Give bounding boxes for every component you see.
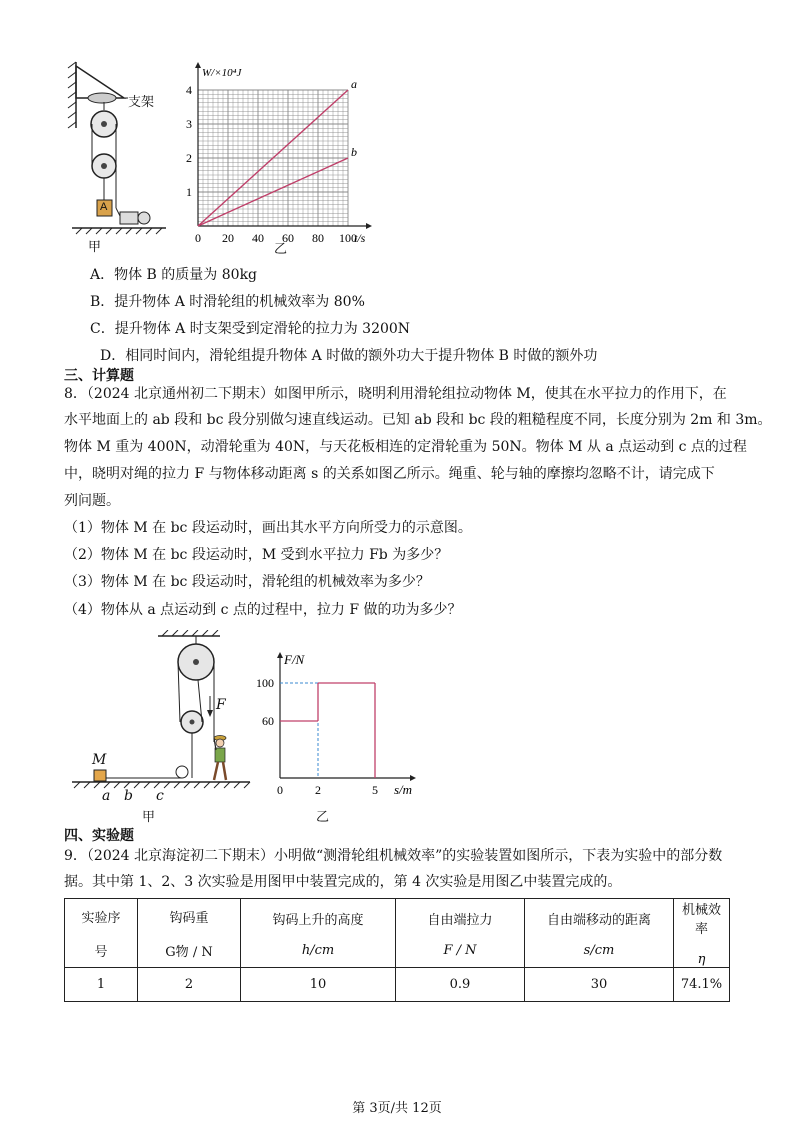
y-axis-label: W/×10⁴J [202, 67, 242, 79]
person-icon [214, 736, 226, 781]
q8-line-2: 水平地面上的 ab 段和 bc 段分别做匀速直线运动。已知 ab 段和 bc 段的粗糙程度不同，长度分别为 2m 和 3m。 [64, 412, 772, 428]
x-tick-label: 2 [315, 783, 321, 797]
header-cell: 钩码上升的高度 h/cm [241, 899, 396, 968]
x-axis-label: t/s [354, 231, 366, 245]
y-axis-label: F/N [284, 652, 305, 667]
x-tick-label: 40 [252, 231, 264, 245]
box-a-label: A [100, 201, 108, 213]
x-tick-label: 5 [372, 783, 378, 797]
section-title-experiment: 四、实验题 [64, 828, 134, 844]
option-d: D．相同时间内，滑轮组提升物体 A 时做的额外功大于提升物体 B 时做的额外功 [100, 348, 598, 364]
x-axis-arrow [410, 775, 416, 781]
pulley-apparatus-figure-1 [66, 58, 176, 248]
table-cell: 2 [138, 968, 241, 1002]
header-cell: 实验序 号 [65, 899, 138, 968]
header-cell: 机械效率 η [674, 899, 730, 968]
y-axis-arrow [277, 652, 283, 658]
figure-caption-jia-2: 甲 [142, 810, 156, 825]
q8-line-5: 列问题。 [64, 493, 120, 509]
q8-line-4: 中，晓明对绳的拉力 F 与物体移动距离 s 的关系如图乙所示。绳重、轮与轴的摩擦均忽略不计，请完成下 [64, 466, 715, 482]
chart1-caption: 乙 [274, 241, 288, 256]
q9-line-1: 9．（2024 北京海淀初二下期末）小明做“测滑轮组机械效率”的实验装置如图所示，下表为实验中的部分数 [64, 848, 723, 864]
point-a-label: a [102, 788, 111, 804]
q8-sub-4: （4）物体从 a 点运动到 c 点的过程中，拉力 F 做的功为多少？ [64, 602, 462, 618]
point-b-label: b [124, 788, 133, 804]
y-tick-label: 60 [262, 714, 274, 728]
header-cell: 钩码重 G物 / N [138, 899, 241, 968]
y-axis-arrow [195, 62, 201, 68]
option-b: B．提升物体 A 时滑轮组的机械效率为 80% [90, 294, 365, 310]
q8-line-1: 8．（2024 北京通州初二下期末）如图甲所示，晓明利用滑轮组拉动物体 M，使其在水平拉力的作用下，在 [64, 386, 727, 402]
x-tick-label: 20 [222, 231, 234, 245]
table-header-row [65, 899, 730, 968]
table-row [65, 968, 730, 1002]
x-axis-arrow [366, 223, 372, 229]
option-c: C．提升物体 A 时支架受到定滑轮的拉力为 3200N [90, 321, 411, 337]
option-a: A．物体 B 的质量为 80kg [90, 267, 258, 283]
table-cell: 30 [525, 968, 674, 1002]
table-cell: 74.1% [674, 968, 730, 1002]
x-tick-label: 60 [282, 231, 294, 245]
q8-sub-3: （3）物体 M 在 bc 段运动时，滑轮组的机械效率为多少？ [64, 574, 430, 590]
support-label: 支架 [128, 94, 155, 109]
x-tick-label: 80 [312, 231, 324, 245]
figure-caption-jia-1: 甲 [88, 239, 102, 254]
y-tick-label: 100 [256, 676, 274, 690]
y-tick-label: 2 [186, 151, 192, 165]
q8-sub-2: （2）物体 M 在 bc 段运动时，M 受到水平拉力 Fb 为多少？ [64, 547, 449, 563]
header-cell: 自由端拉力 F / N [396, 899, 525, 968]
page-footer: 第 3页/共 12页 [352, 1101, 442, 1116]
y-tick-label: 1 [186, 185, 192, 199]
series-label-a: a [351, 77, 357, 91]
work-time-chart [186, 62, 386, 252]
q9-line-2: 据。其中第 1、2、3 次实验是用图甲中装置完成的，第 4 次实验是用图乙中装置完成的。 [64, 874, 622, 890]
y-tick-label: 4 [186, 83, 192, 97]
y-tick-label: 3 [186, 117, 192, 131]
series-label-b: b [351, 145, 357, 159]
q8-line-3: 物体 M 重为 400N，动滑轮重为 40N，与天花板相连的定滑轮重为 50N。物体 M 从 a 点运动到 c 点的过程 [64, 439, 747, 455]
x-axis-label: s/m [394, 782, 413, 797]
block-m-label: M [92, 752, 107, 768]
header-cell: 自由端移动的距离 s/cm [525, 899, 674, 968]
table-cell: 10 [241, 968, 396, 1002]
section-title-calculation: 三、计算题 [64, 368, 134, 384]
x-tick-label: 0 [277, 783, 283, 797]
q8-sub-1: （1）物体 M 在 bc 段运动时，画出其水平方向所受力的示意图。 [64, 520, 472, 536]
experiment-data-table [64, 898, 730, 1002]
table-cell: 1 [65, 968, 138, 1002]
force-distance-chart [250, 650, 420, 800]
x-tick-label: 0 [195, 231, 201, 245]
table-cell: 0.9 [396, 968, 525, 1002]
chart2-caption: 乙 [316, 809, 330, 824]
point-c-label: c [156, 788, 164, 804]
force-f-label: F [216, 697, 226, 713]
x-tick-label: 100 [339, 231, 357, 245]
